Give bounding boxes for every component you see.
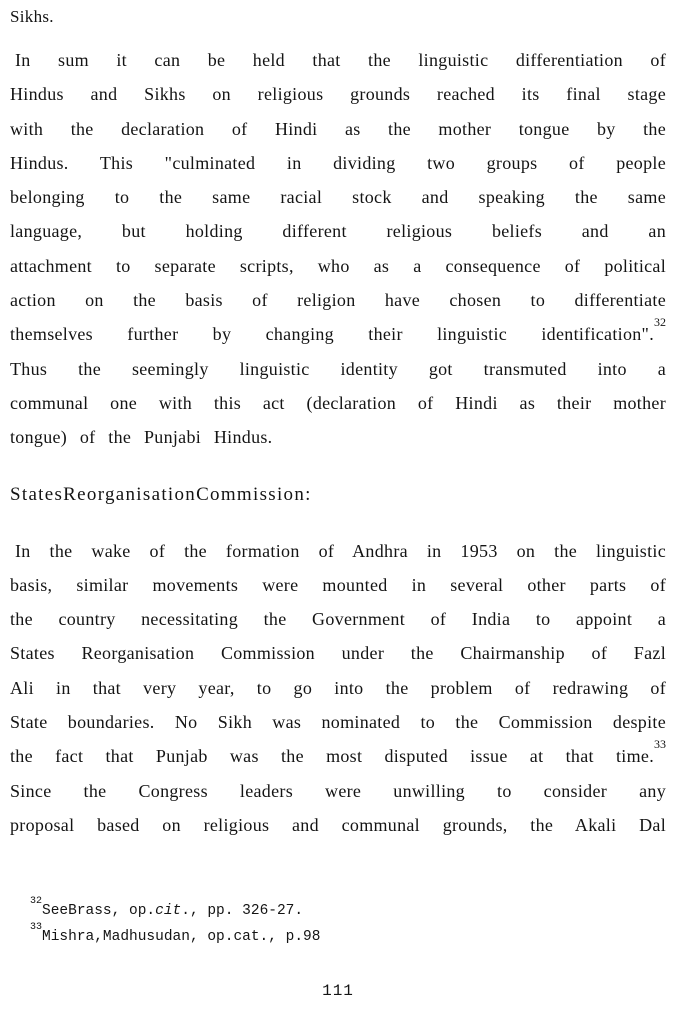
paragraph-1 <box>10 43 666 455</box>
text-line <box>10 671 666 705</box>
footnote-marker: 33 <box>30 921 43 933</box>
footnote-text: Mishra,Madhusudan, op.cat., p.98 <box>42 928 321 945</box>
text-line <box>10 43 666 77</box>
line-text: basis, similar movements were mounted in several other parts of <box>10 574 666 595</box>
text-line <box>10 77 666 111</box>
text-line <box>10 636 666 670</box>
footnote-text: SeeBrass, op. <box>42 903 156 920</box>
text-line <box>10 705 666 739</box>
line-text: Hindus. This "culminated in dividing two groups of people <box>10 152 666 173</box>
section-heading: StatesReorganisationCommission: <box>10 483 312 505</box>
line-text: themselves further by changing their linguistic identification". <box>10 324 654 345</box>
text-line <box>10 774 666 808</box>
text-line <box>10 602 666 636</box>
text-line <box>10 739 666 773</box>
text-line <box>10 317 666 351</box>
text-line <box>10 283 666 317</box>
footnote-ref-32: 32 <box>654 315 666 330</box>
line-text: Sikhs. <box>10 7 54 26</box>
line-text: action on the basis of religion have chosen to differentiate <box>10 290 666 311</box>
text-line <box>10 352 666 386</box>
text-line <box>10 249 666 283</box>
line-text: the country necessitating the Government of India to appoint a <box>10 609 666 630</box>
text-line <box>10 112 666 146</box>
text-line <box>10 420 666 454</box>
line-text: Since the Congress leaders were unwilling to consider any <box>10 780 666 801</box>
line-text: In the wake of the formation of Andhra in 1953 on the linguistic <box>15 540 666 561</box>
line-text: tongue) of the Punjabi Hindus. <box>10 427 273 448</box>
line-text: language, but holding different religious beliefs and an <box>10 221 666 242</box>
text-line <box>10 214 666 248</box>
footnote-ref-33: 33 <box>654 737 666 752</box>
line-text: State boundaries. No Sikh was nominated to the Commission despite <box>10 712 666 733</box>
footnote-text-italic: cit <box>155 903 182 920</box>
text-line <box>10 534 666 568</box>
text-column <box>10 0 666 1000</box>
footnotes-block <box>30 896 666 950</box>
footnote-marker: 32 <box>30 896 43 908</box>
footnote-32 <box>30 896 666 925</box>
line-text: belonging to the same racial stock and speaking the same <box>10 187 666 208</box>
line-text: communal one with this act (declaration of Hindi as their mother <box>10 392 666 413</box>
line-text: Thus the seemingly linguistic identity got transmuted into a <box>10 358 666 379</box>
line-text: States Reorganisation Commission under the Chairmanship of Fazl <box>10 643 666 664</box>
text-line <box>10 568 666 602</box>
line-text: the fact that Punjab was the most disputed issue at that time. <box>10 746 654 767</box>
line-text: In sum it can be held that the linguistic differentiation of <box>15 50 666 70</box>
text-line <box>10 0 666 29</box>
paragraph-2 <box>10 534 666 843</box>
text-line <box>10 146 666 180</box>
text-line <box>10 386 666 420</box>
text-line <box>10 808 666 842</box>
footnote-33 <box>30 921 666 951</box>
line-text: with the declaration of Hindi as the mother tongue by the <box>10 118 666 139</box>
line-text: Hindus and Sikhs on religious grounds reached its final stage <box>10 84 666 105</box>
footnote-text: ., pp. 326-27. <box>181 903 304 920</box>
page-number: 111 <box>322 982 354 1001</box>
text-line <box>10 180 666 214</box>
line-text: attachment to separate scripts, who as a consequence of political <box>10 255 666 276</box>
line-text: Ali in that very year, to go into the problem of redrawing of <box>10 677 666 698</box>
line-text: proposal based on religious and communal grounds, the Akali Dal <box>10 814 666 835</box>
